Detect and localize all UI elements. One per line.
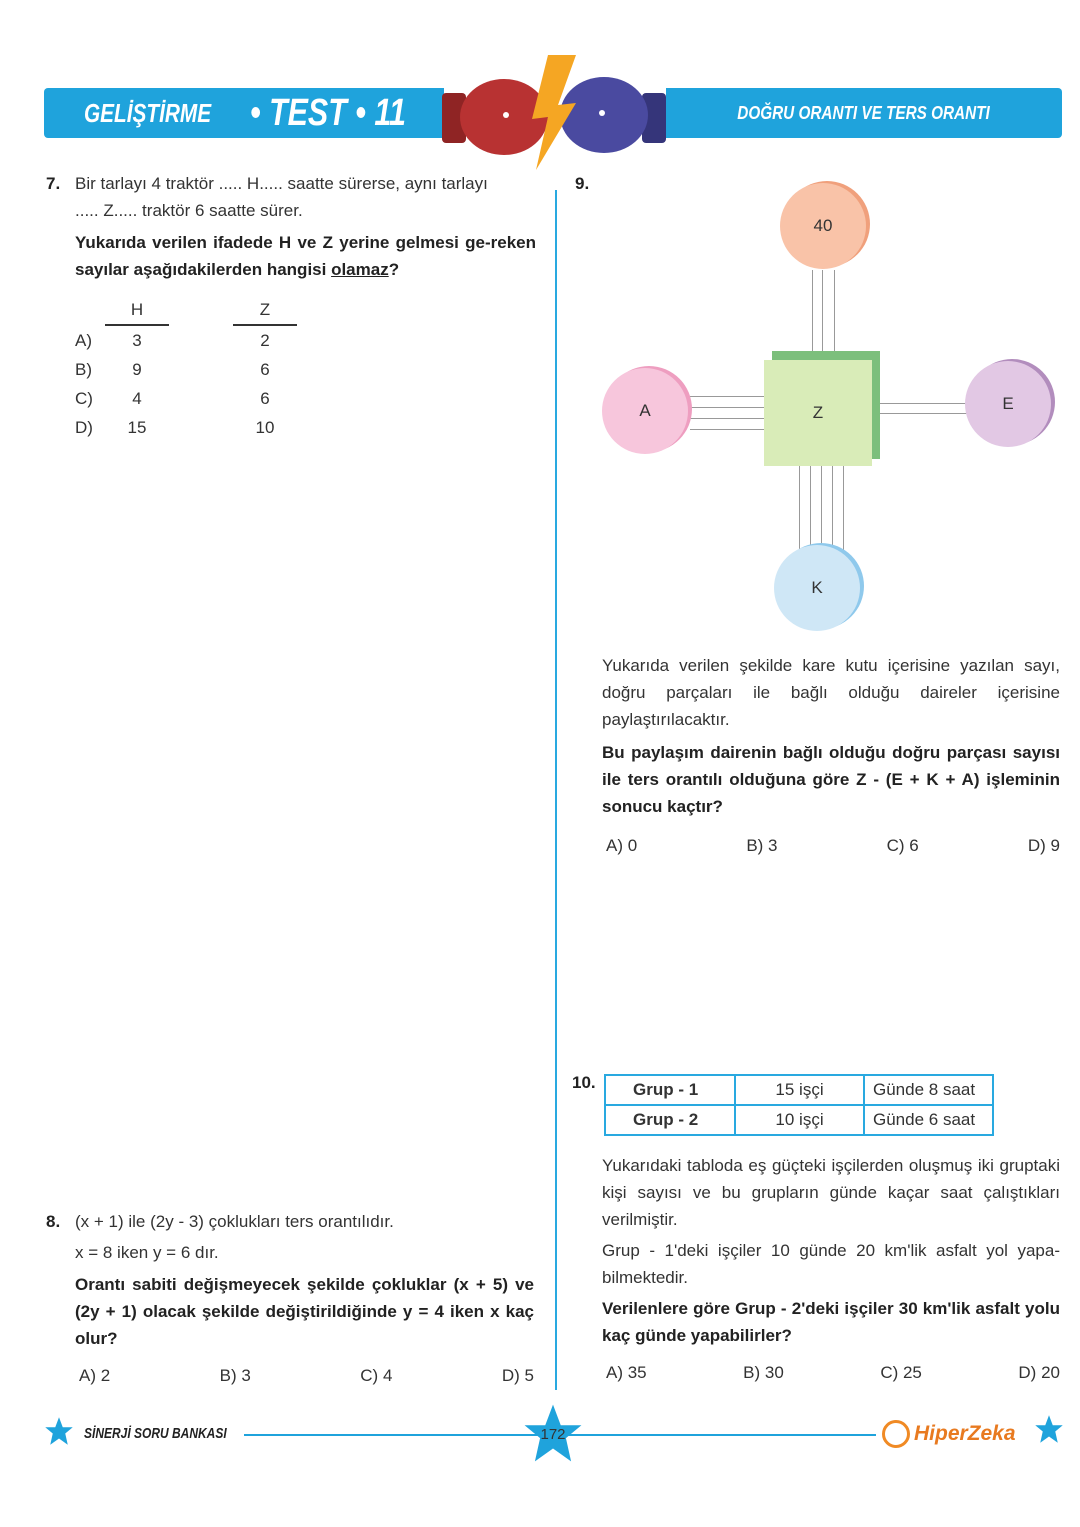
question-number: 9. — [575, 174, 590, 193]
q9-text: Yukarıda verilen şekilde kare kutu içerisine yazılan sayı, doğru parçaları ile bağlı olduğu daireler içerisine paylaştırılacaktır. — [602, 656, 1060, 729]
q8-question: Orantı sabiti değişmeyecek şekilde çokluklar (x + 5) ve (2y + 1) olacak şekilde değiştirildiğinde y = 4 iken x kaç olur? — [75, 1275, 534, 1348]
q7-line2: ..... Z..... traktör 6 saatte sürer. — [75, 201, 303, 220]
column-divider — [555, 190, 557, 1390]
option-h: 3 — [132, 331, 142, 350]
option-d[interactable]: D) 5 — [501, 1366, 534, 1385]
option-d[interactable]: D) 20 — [1018, 1363, 1060, 1382]
q10-text2: Grup - 1'deki işçiler 10 günde 20 km'lik asfalt yol yapa-bilmektedir. — [602, 1241, 1060, 1287]
option-row[interactable] — [75, 355, 536, 384]
table-cell: 10 işçi — [735, 1105, 864, 1135]
option-row[interactable] — [75, 413, 536, 442]
q8-line1: (x + 1) ile (2y - 3) çoklukları ters orantılıdır. — [75, 1212, 394, 1231]
table-cell: Günde 6 saat — [864, 1105, 993, 1135]
option-z: 6 — [260, 389, 270, 408]
q10-question: Verilenlere göre Grup - 2'deki işçiler 30 km'lik asfalt yolu kaç günde yapabilirler? — [602, 1299, 1060, 1345]
header-right-bar — [666, 88, 1062, 138]
table-cell: 15 işçi — [735, 1075, 864, 1105]
q9-question: Bu paylaşım dairenin bağlı olduğu doğru parçası sayısı ile ters orantılı olduğuna göre Z - (E + K + A) işleminin sonucu kaçtır? — [602, 743, 1060, 816]
option-z: 6 — [260, 360, 270, 379]
table-row — [605, 1075, 993, 1105]
question-number: 7. — [46, 174, 61, 193]
option-h: 15 — [127, 418, 147, 437]
question-8 — [46, 1208, 534, 1389]
q10-body — [602, 1152, 1060, 1386]
q7-question — [75, 229, 536, 283]
option-a[interactable]: A) 2 — [79, 1366, 111, 1385]
col-z-header: Z — [233, 295, 297, 326]
q7-question-end: ? — [388, 260, 400, 279]
option-b[interactable]: B) 3 — [746, 836, 778, 855]
question-7 — [46, 170, 536, 442]
option-a[interactable]: A) 35 — [606, 1363, 647, 1382]
series-name: SİNERJİ SORU BANKASI — [84, 1425, 227, 1442]
option-c[interactable]: C) 6 — [886, 836, 919, 855]
question-number: 10. — [572, 1073, 596, 1092]
option-z: 10 — [255, 418, 275, 437]
col-h-header: H — [105, 295, 169, 326]
option-label: B) — [75, 360, 92, 379]
section-label: GELİŞTİRME — [84, 98, 212, 128]
option-c[interactable]: C) 25 — [880, 1363, 922, 1382]
option-h: 9 — [132, 360, 142, 379]
option-z: 2 — [260, 331, 270, 350]
star-icon — [44, 1416, 74, 1446]
option-b[interactable]: B) 3 — [219, 1366, 251, 1385]
q9-diagram — [590, 170, 1070, 640]
question-number: 8. — [46, 1212, 61, 1231]
brand-logo-icon — [882, 1420, 910, 1448]
table-row — [605, 1105, 993, 1135]
option-b[interactable]: B) 30 — [743, 1363, 784, 1382]
q7-line1: Bir tarlayı 4 traktör ..... H..... saatte sürerse, aynı tarlayı — [75, 174, 488, 193]
circle-e: E — [965, 361, 1051, 447]
q7-question-text: Yukarıda verilen ifadede H ve Z yerine gelmesi ge-reken sayılar aşağıdakilerden hangisi — [75, 233, 536, 279]
brand-name: HiperZeka — [914, 1422, 1016, 1445]
page-number: 172 — [540, 1426, 566, 1443]
test-label: • TEST • 11 — [250, 92, 406, 134]
q8-line2: x = 8 iken y = 6 dır. — [75, 1243, 219, 1262]
circle-a: A — [602, 368, 688, 454]
boxing-gloves-icon — [436, 55, 672, 170]
circle-k: K — [774, 545, 860, 631]
option-h: 4 — [132, 389, 142, 408]
table-cell: Grup - 2 — [605, 1105, 735, 1135]
q7-question-underlined: olamaz — [331, 260, 389, 279]
topic-label: DOĞRU ORANTI VE TERS ORANTI — [737, 102, 991, 123]
q7-options-table — [75, 295, 536, 442]
option-c[interactable]: C) 4 — [360, 1366, 393, 1385]
option-row[interactable] — [75, 326, 536, 355]
circle-top: 40 — [780, 183, 866, 269]
option-label: A) — [75, 331, 92, 350]
q10-text1: Yukarıdaki tabloda eş güçteki işçilerden oluşmuş iki gruptaki kişi sayısı ve bu grupların günde kaçar saat çalıştıkları verilmiştir. — [602, 1156, 1060, 1229]
option-a[interactable]: A) 0 — [606, 836, 638, 855]
center-box: Z — [764, 360, 872, 466]
option-label: C) — [75, 389, 93, 408]
table-cell: Günde 8 saat — [864, 1075, 993, 1105]
q10-table — [604, 1074, 994, 1136]
star-icon — [1034, 1414, 1064, 1444]
table-cell: Grup - 1 — [605, 1075, 735, 1105]
option-d[interactable]: D) 9 — [1027, 836, 1060, 855]
header-left-bar — [44, 88, 444, 138]
option-label: D) — [75, 418, 93, 437]
q9-body — [602, 652, 1060, 859]
option-row[interactable] — [75, 384, 536, 413]
